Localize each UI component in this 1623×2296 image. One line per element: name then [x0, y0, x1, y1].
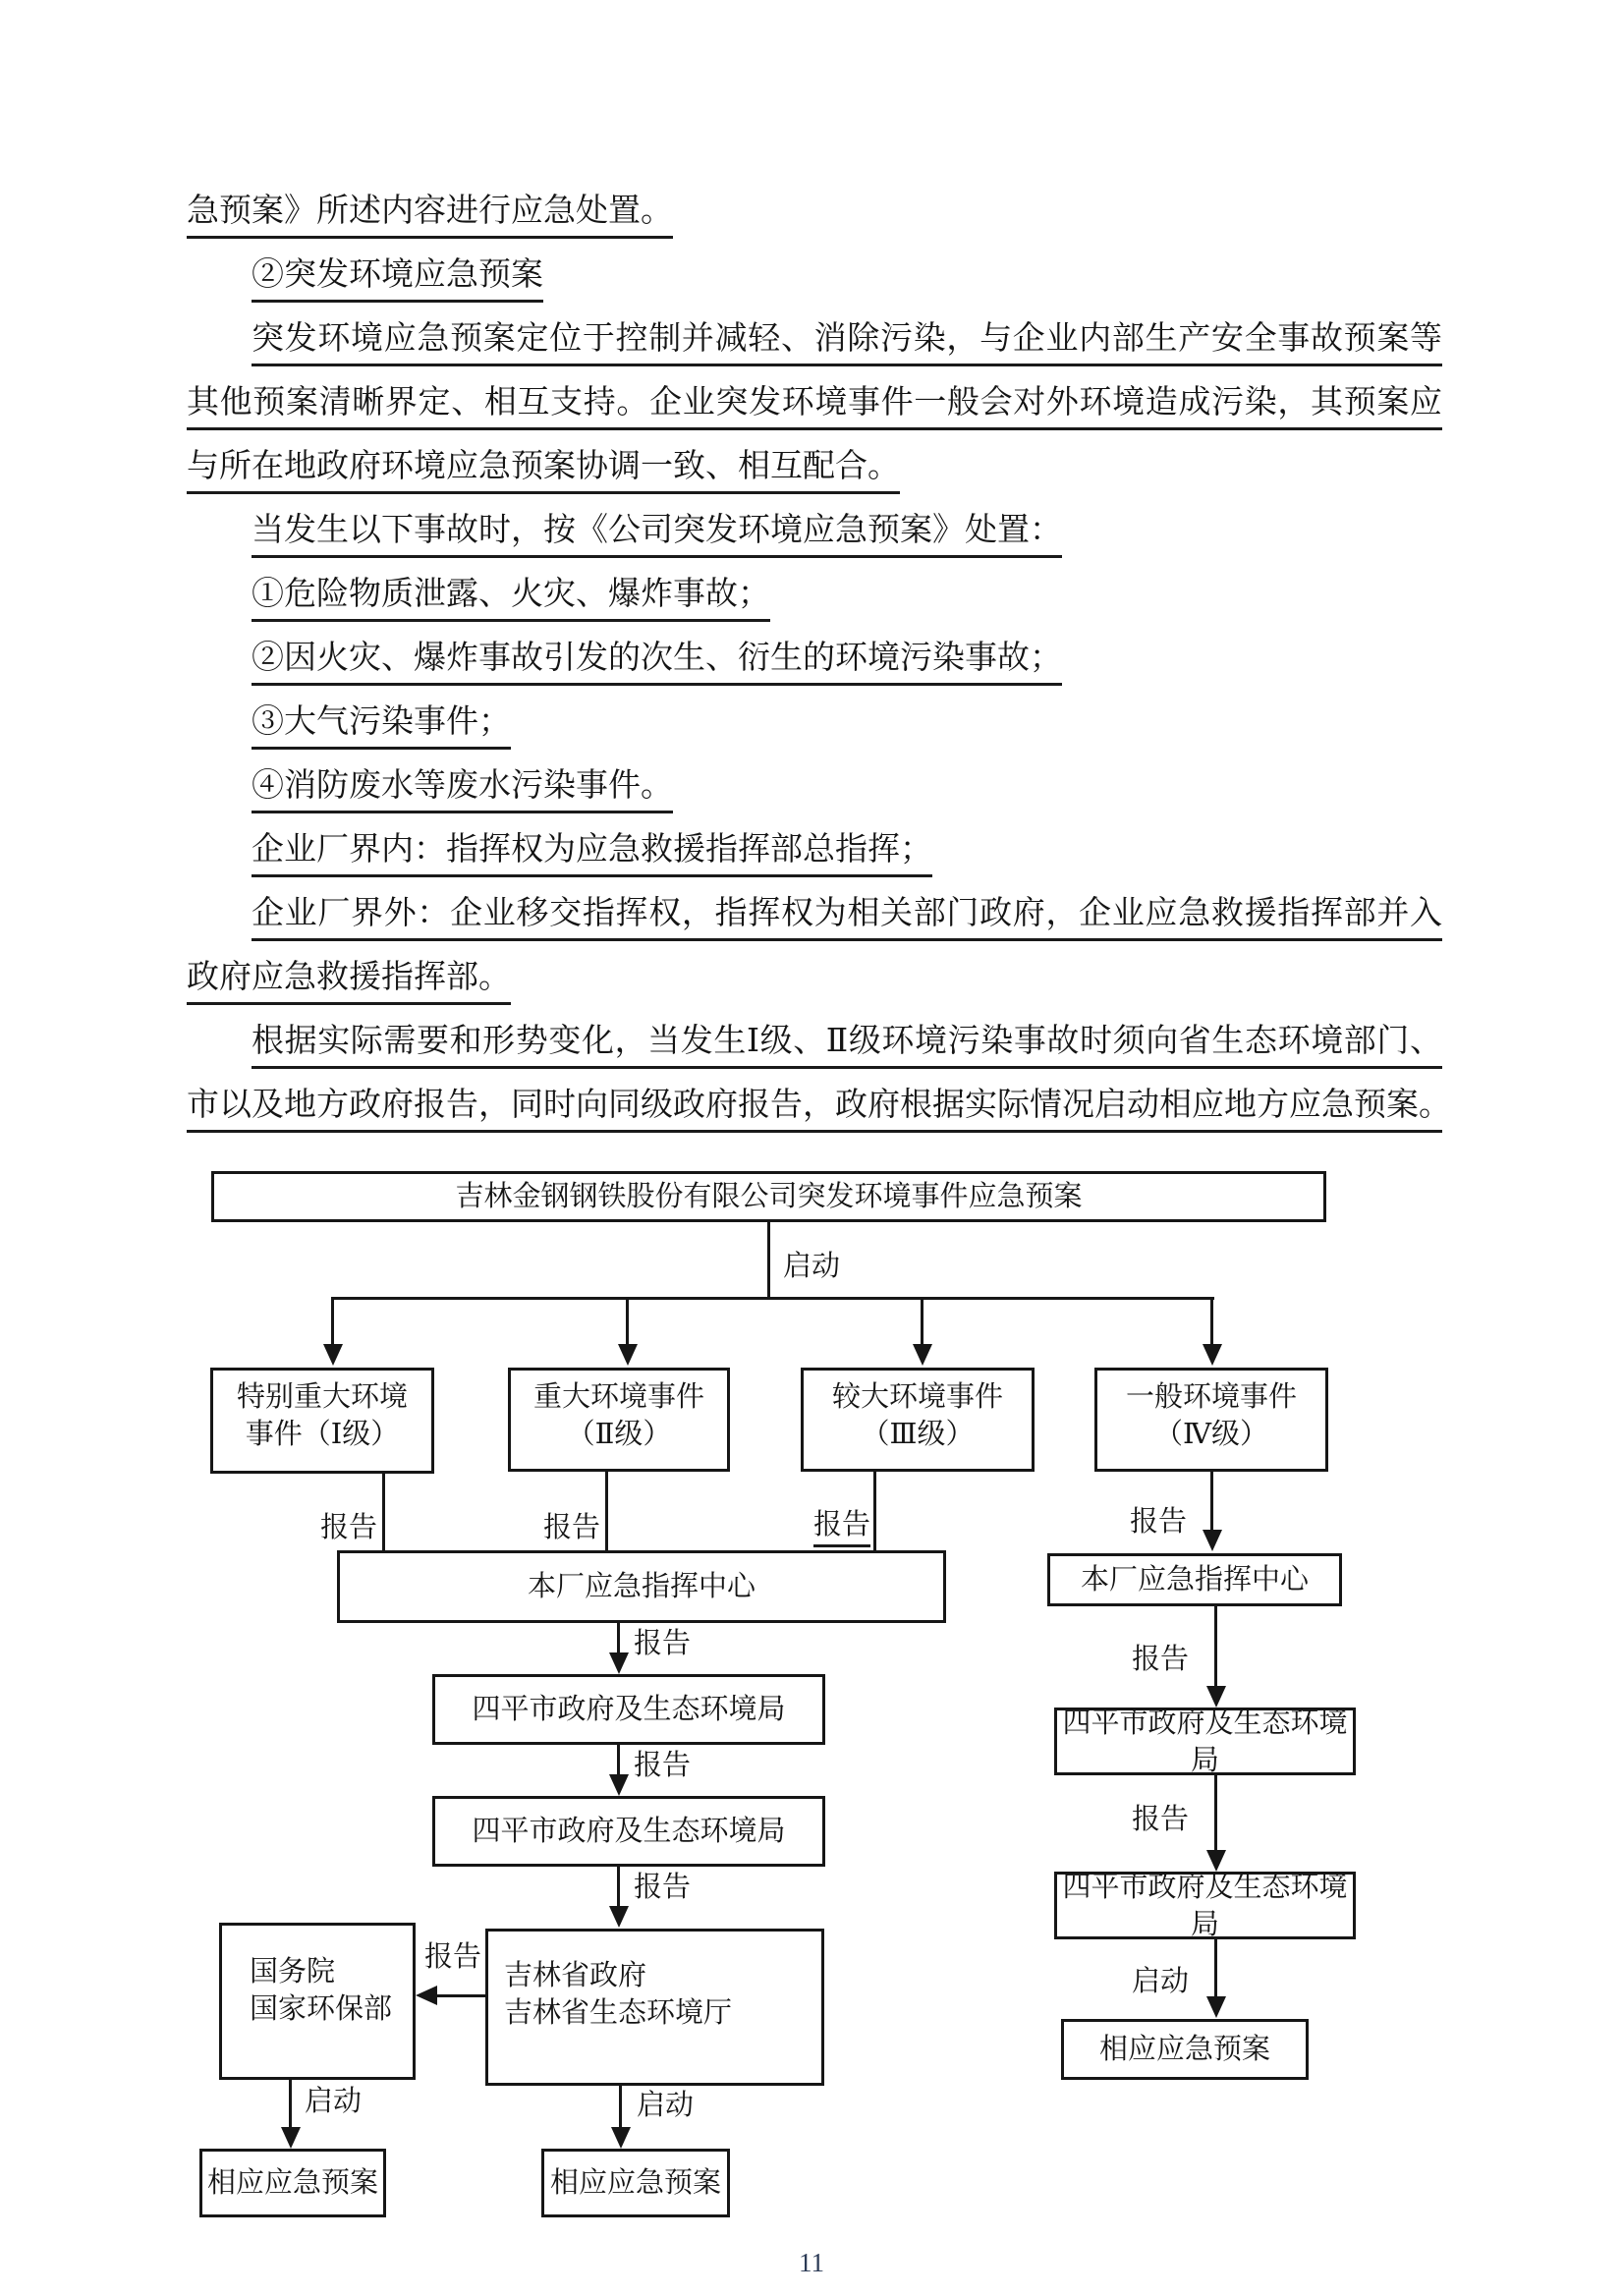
flow-title-box	[211, 1171, 1326, 1222]
city-gov-box-3: 四平市政府及生态环境局	[1054, 1708, 1356, 1775]
drop-line-3	[921, 1297, 923, 1346]
text-line: 根据实际需要和形势变化，当发生Ⅰ级、Ⅱ级环境污染事故时须向省生态环境部门、	[252, 1022, 1442, 1069]
arrow-down-icon	[618, 1344, 638, 1366]
drop-line-1	[331, 1297, 334, 1346]
province-gov-box: 吉林省政府 吉林省生态环境厅	[485, 1929, 824, 2086]
start-label: 启动	[1132, 1966, 1190, 1997]
report-label: 报告	[1130, 1506, 1188, 1538]
drop-line-2	[626, 1297, 629, 1346]
start-edge-line	[767, 1222, 770, 1299]
text-line: ①危险物质泄露、火灾、爆炸事故；	[252, 575, 770, 622]
start-edge-line	[619, 2086, 622, 2129]
arrow-down-icon	[913, 1344, 932, 1366]
report-label: 报告	[424, 1941, 482, 1973]
outcome-box-middle: 相应应急预案	[541, 2149, 730, 2217]
plant-center-box-right: 本厂应急指挥中心	[1047, 1553, 1342, 1606]
start-label: 启动	[305, 2086, 363, 2117]
report-edge-line	[1214, 1775, 1217, 1852]
text-line: 急预案》所述内容进行应急处置。	[187, 192, 673, 239]
level-box-1: 特别重大环境 事件（Ⅰ级）	[210, 1368, 434, 1474]
report-edge-line	[873, 1472, 876, 1550]
text-line: ④消防废水等废水污染事件。	[252, 766, 673, 813]
text-line: ②因火灾、爆炸事故引发的次生、衍生的环境污染事故；	[252, 639, 1062, 686]
state-council-box: 国务院 国家环保部	[219, 1923, 416, 2080]
drop-line-4	[1210, 1297, 1213, 1346]
report-edge-line	[1210, 1472, 1213, 1533]
city-gov-box-1: 四平市政府及生态环境局	[432, 1674, 825, 1745]
report-edge-line	[435, 1994, 485, 1997]
arrow-down-icon	[609, 1774, 629, 1796]
start-label: 启动	[783, 1251, 841, 1282]
level-box-2: 重大环境事件 （Ⅱ级）	[508, 1368, 730, 1472]
flow-title-text: 吉林金钢钢铁股份有限公司突发环境事件应急预案	[455, 1181, 1083, 1212]
text-line: 与所在地政府环境应急预案协调一致、相互配合。	[187, 447, 900, 494]
text-line: ②突发环境应急预案	[252, 255, 543, 303]
branch-line	[331, 1297, 1214, 1300]
start-edge-line	[1214, 1939, 1217, 1998]
report-label: 报告	[634, 1872, 692, 1903]
outcome-box-left: 相应应急预案	[199, 2149, 386, 2217]
report-edge-line	[1214, 1606, 1217, 1687]
start-edge-line	[289, 2080, 292, 2129]
start-label: 启动	[637, 2090, 695, 2121]
report-edge-line	[617, 1623, 620, 1654]
arrow-down-icon	[323, 1344, 343, 1366]
report-label: 报告	[634, 1750, 692, 1781]
report-label: 报告	[320, 1512, 378, 1543]
text-line: 企业厂界外：企业移交指挥权，指挥权为相关部门政府，企业应急救援指挥部并入	[252, 894, 1442, 941]
report-label: 报告	[813, 1508, 870, 1547]
level-box-3: 较大环境事件 （Ⅲ级）	[801, 1368, 1035, 1472]
report-edge-line	[382, 1474, 385, 1550]
level-box-4: 一般环境事件 （Ⅳ级）	[1094, 1368, 1328, 1472]
text-line: 企业厂界内：指挥权为应急救援指挥部总指挥；	[252, 830, 932, 877]
outcome-box-right: 相应应急预案	[1061, 2019, 1309, 2080]
text-line: 政府应急救援指挥部。	[187, 958, 511, 1005]
plant-center-box-left: 本厂应急指挥中心	[337, 1550, 946, 1623]
report-label: 报告	[1132, 1804, 1190, 1835]
arrow-down-icon	[609, 1906, 629, 1928]
page-number: 11	[799, 2248, 824, 2277]
arrow-down-icon	[611, 2127, 631, 2149]
text-line: ③大气污染事件；	[252, 702, 511, 750]
arrow-down-icon	[1206, 1996, 1226, 2018]
text-line: 市以及地方政府报告，同时向同级政府报告，政府根据实际情况启动相应地方应急预案。	[187, 1086, 1442, 1133]
report-edge-line	[605, 1472, 608, 1550]
report-edge-line	[617, 1745, 620, 1776]
text-line: 当发生以下事故时，按《公司突发环境应急预案》处置：	[252, 511, 1062, 558]
report-label: 报告	[1132, 1644, 1190, 1675]
arrow-down-icon	[281, 2127, 301, 2149]
arrow-down-icon	[1203, 1344, 1222, 1366]
report-edge-line	[617, 1867, 620, 1908]
city-gov-box-4: 四平市政府及生态环境局	[1054, 1872, 1356, 1939]
arrow-left-icon	[416, 1986, 437, 2005]
report-label: 报告	[543, 1512, 601, 1543]
text-line: 突发环境应急预案定位于控制并减轻、消除污染，与企业内部生产安全事故预案等	[252, 319, 1442, 366]
arrow-down-icon	[1203, 1530, 1222, 1551]
city-gov-box-2: 四平市政府及生态环境局	[432, 1796, 825, 1867]
report-label: 报告	[634, 1628, 692, 1659]
text-line: 其他预案清晰界定、相互支持。企业突发环境事件一般会对外环境造成污染，其预案应	[187, 383, 1442, 430]
arrow-down-icon	[609, 1652, 629, 1674]
